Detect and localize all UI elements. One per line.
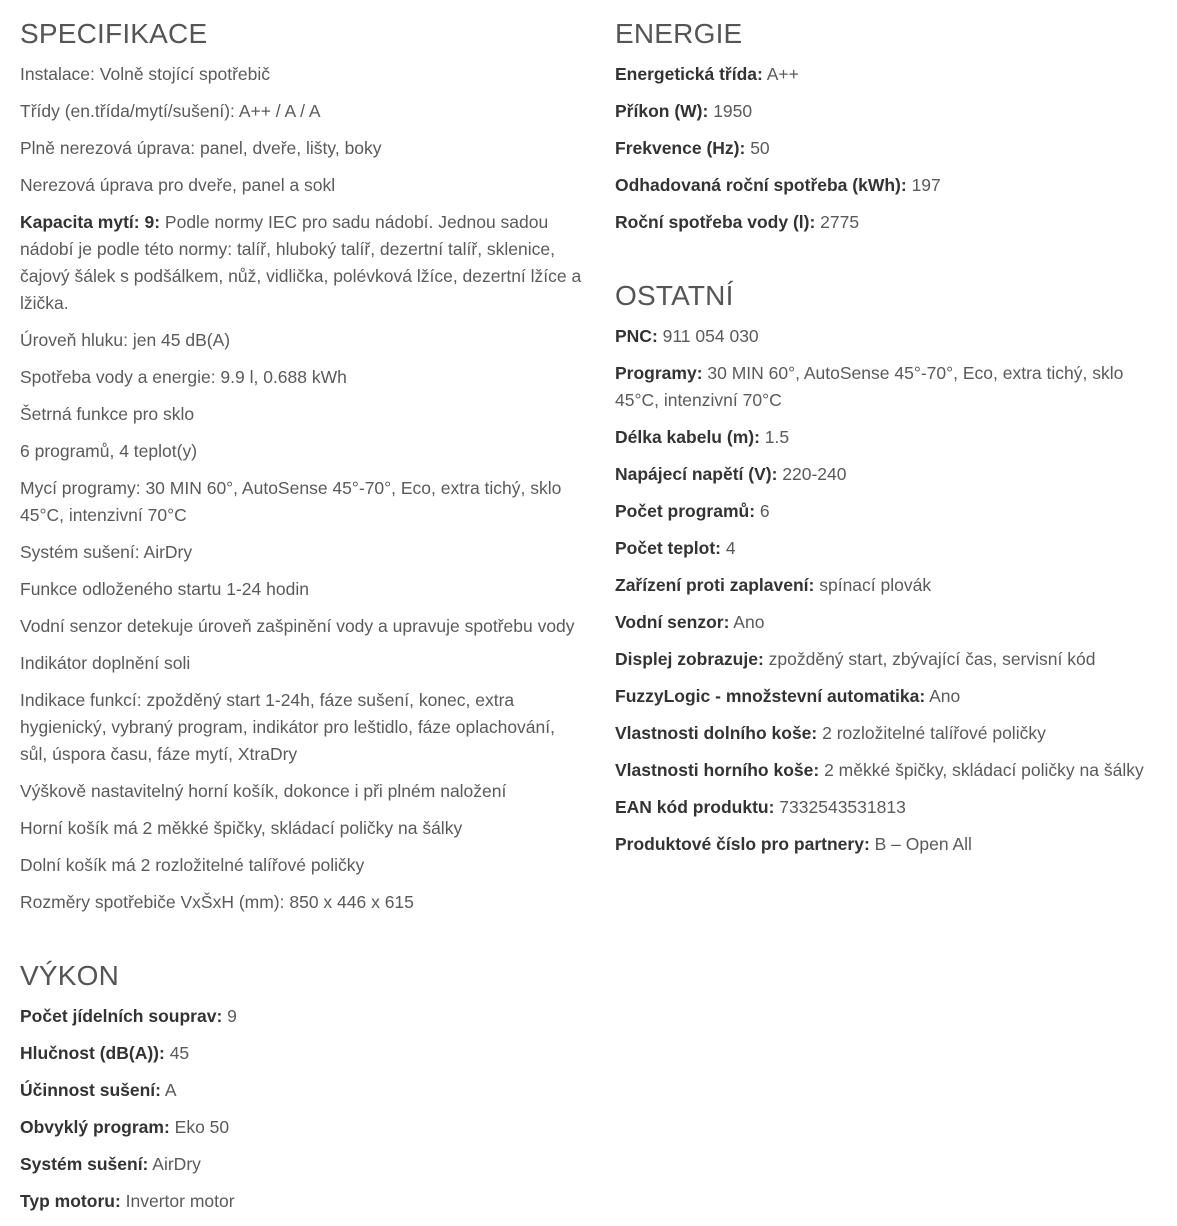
energie-list [615, 61, 1167, 236]
ostatni-item: Délka kabelu (m): 1.5 [615, 427, 790, 447]
spec-item: Instalace: Volně stojící spotřebič [20, 64, 270, 84]
section-spacer [20, 926, 582, 942]
spec-item: Rozměry spotřebiče VxŠxH (mm): 850 x 446 x 615 [20, 892, 414, 912]
spec-item: Plně nerezová úprava: panel, dveře, lišty, boky [20, 138, 382, 158]
ostatni-list [615, 323, 1167, 858]
spec-item: Šetrná funkce pro sklo [20, 404, 195, 424]
spec-item: Horní košík má 2 měkké špičky, skládací poličky na šálky [20, 818, 463, 838]
section-spacer [615, 246, 1167, 262]
section-title-energie: ENERGIE [615, 18, 743, 49]
spec-item: Systém sušení: AirDry [20, 542, 193, 562]
spec-item: Kapacita mytí: 9: Podle normy IEC pro sadu nádobí. Jednou sadou nádobí je podle této normy: talíř, hluboký talíř, dezertní talíř, sklenice, čajový šálek s podšálkem, nůž, vidlička, polévková lžíce, dezertní lžíce a lžička. [20, 212, 582, 313]
specifikace-list [20, 61, 582, 916]
vykon-item: Hlučnost (dB(A)): 45 [20, 1043, 190, 1063]
ostatni-item: Počet programů: 6 [615, 501, 770, 521]
ostatni-item: FuzzyLogic - množstevní automatika: Ano [615, 686, 961, 706]
spec-item: Úroveň hluku: jen 45 dB(A) [20, 330, 231, 350]
energie-item: Frekvence (Hz): 50 [615, 138, 770, 158]
energie-item: Odhadovaná roční spotřeba (kWh): 197 [615, 175, 941, 195]
vykon-item: Typ motoru: Invertor motor [20, 1191, 235, 1211]
ostatni-item: EAN kód produktu: 7332543531813 [615, 797, 906, 817]
section-title-vykon: VÝKON [20, 960, 120, 991]
spec-item: Funkce odloženého startu 1-24 hodin [20, 579, 309, 599]
right-column [615, 0, 1167, 868]
spec-item: Třídy (en.třída/mytí/sušení): A++ / A / A [20, 101, 321, 121]
section-title-ostatni: OSTATNÍ [615, 280, 734, 311]
energie-item: Roční spotřeba vody (l): 2775 [615, 212, 860, 232]
spec-item: 6 programů, 4 teplot(y) [20, 441, 198, 461]
spec-item: Indikace funkcí: zpožděný start 1-24h, fáze sušení, konec, extra hygienický, vybraný program, indikátor pro leštidlo, fáze oplachování, sůl, úspora času, fáze mytí, XtraDry [20, 690, 555, 764]
vykon-list [20, 1003, 582, 1215]
vykon-item: Systém sušení: AirDry [20, 1154, 201, 1174]
energie-item: Příkon (W): 1950 [615, 101, 753, 121]
left-column [20, 0, 582, 1225]
vykon-item: Účinnost sušení: A [20, 1080, 177, 1100]
ostatni-item: Vodní senzor: Ano [615, 612, 765, 632]
ostatni-item: PNC: 911 054 030 [615, 326, 759, 346]
spec-item: Mycí programy: 30 MIN 60°, AutoSense 45°-70°, Eco, extra tichý, sklo 45°C, intenzivní 70°C [20, 478, 562, 525]
ostatni-item: Vlastnosti dolního koše: 2 rozložitelné talířové poličky [615, 723, 1046, 743]
vykon-item: Počet jídelních souprav: 9 [20, 1006, 237, 1026]
ostatni-item: Programy: 30 MIN 60°, AutoSense 45°-70°, Eco, extra tichý, sklo 45°C, intenzivní 70°C [615, 363, 1124, 410]
ostatni-item: Produktové číslo pro partnery: B – Open All [615, 834, 972, 854]
ostatni-item: Napájecí napětí (V): 220-240 [615, 464, 847, 484]
spec-item: Vodní senzor detekuje úroveň zašpinění vody a upravuje spotřebu vody [20, 616, 575, 636]
section-title-specifikace: SPECIFIKACE [20, 18, 208, 49]
vykon-item: Obvyklý program: Eko 50 [20, 1117, 230, 1137]
spec-item: Výškově nastavitelný horní košík, dokonce i při plném naložení [20, 781, 507, 801]
energie-item: Energetická třída: A++ [615, 64, 799, 84]
ostatni-item: Vlastnosti horního koše: 2 měkké špičky, skládací poličky na šálky [615, 760, 1144, 780]
ostatni-item: Displej zobrazuje: zpožděný start, zbývající čas, servisní kód [615, 649, 1096, 669]
spec-item: Indikátor doplnění soli [20, 653, 191, 673]
ostatni-item: Počet teplot: 4 [615, 538, 736, 558]
spec-item: Dolní košík má 2 rozložitelné talířové poličky [20, 855, 365, 875]
spec-item: Spotřeba vody a energie: 9.9 l, 0.688 kWh [20, 367, 347, 387]
spec-item: Nerezová úprava pro dveře, panel a sokl [20, 175, 336, 195]
ostatni-item: Zařízení proti zaplavení: spínací plovák [615, 575, 932, 595]
